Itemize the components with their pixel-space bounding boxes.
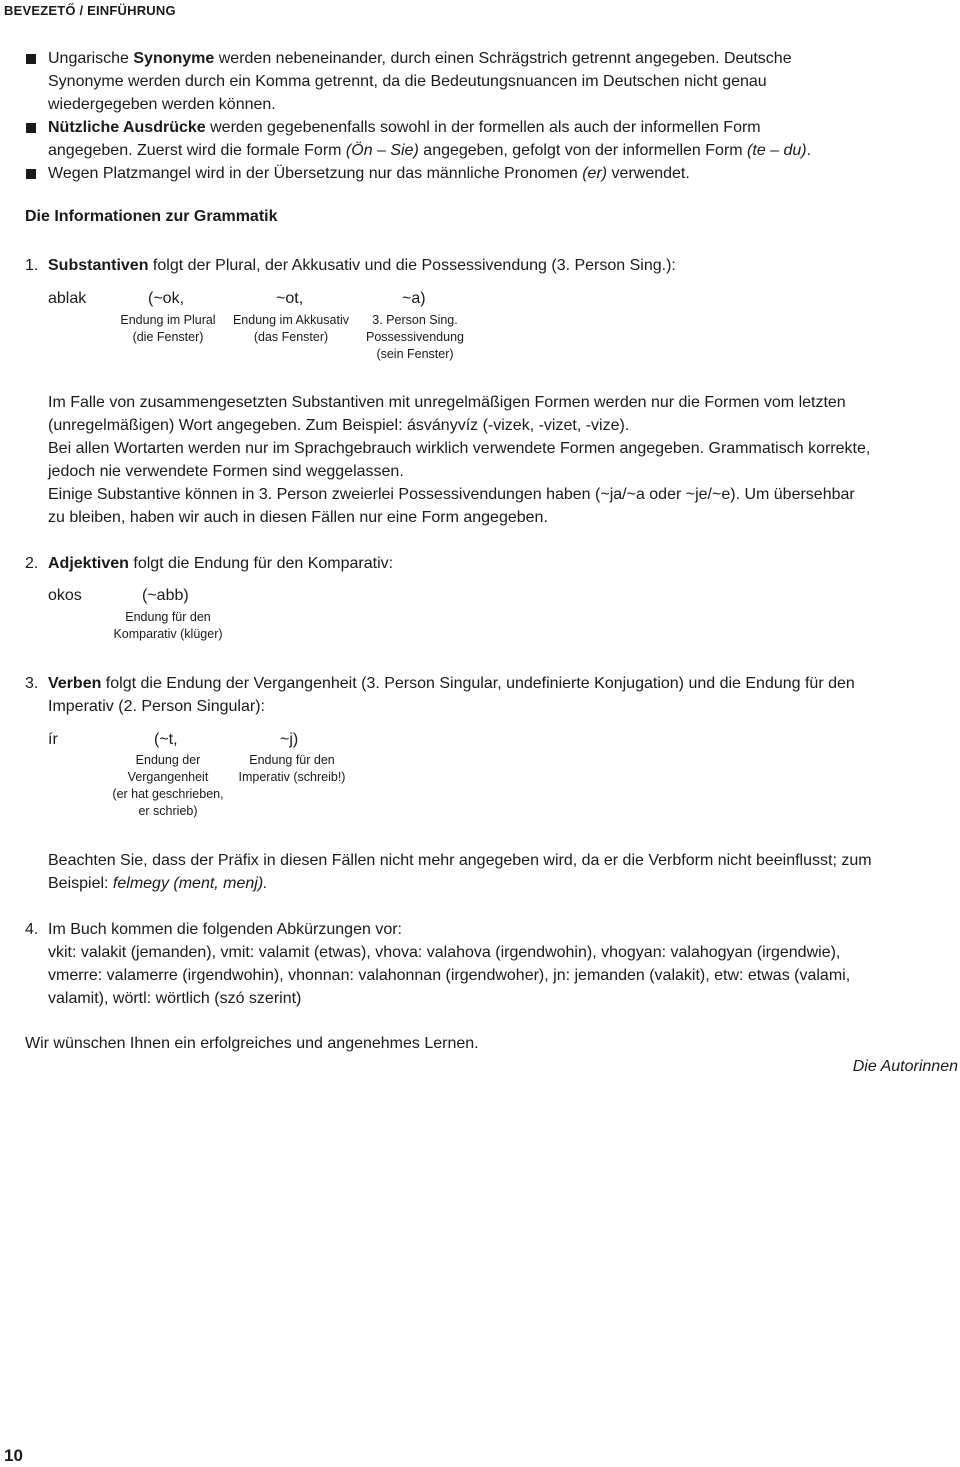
item-1-paragraph-line: Einige Substantive können in 3. Person zweierlei Possessivendungen haben (~ja/~a oder ~je/~e). Um übersehbar xyxy=(48,486,855,503)
bullet-1-line-1: Ungarische Synonyme werden nebeneinander, durch einen Schrägstrich getrennt angegeben. Deutsche xyxy=(48,50,792,67)
item-4-line: vmerre: valamerre (irgendwohin), vhonnan: valahonnan (irgendwoher), jn: jemanden (valakit), etw: etwas (valami, xyxy=(48,967,851,984)
bullet-1-line-2: Synonyme werden durch ein Komma getrennt, da die Bedeutungsnuancen im Deutschen nicht genau xyxy=(48,73,767,90)
note-plural: Endung im Plural (die Fenster) xyxy=(120,313,216,344)
page-number: 10 xyxy=(4,1446,23,1465)
example-comparative-ending: (~abb) xyxy=(142,587,189,604)
bullet-1-line-3: wiedergegeben werden können. xyxy=(48,96,276,113)
example-word: okos xyxy=(48,587,82,604)
section-heading: Die Informationen zur Grammatik xyxy=(25,208,278,225)
signature: Die Autorinnen xyxy=(852,1058,958,1075)
closing-line: Wir wünschen Ihnen ein erfolgreiches und angenehmes Lernen. xyxy=(25,1035,479,1052)
bullet-icon xyxy=(26,123,36,133)
bullet-2-line-2: angegeben. Zuerst wird die formale Form (Ön – Sie) angegeben, gefolgt von der informellen Form (te – du). xyxy=(48,142,812,159)
bullet-2-line-1: Nützliche Ausdrücke werden gegebenenfalls sowohl in der formellen als auch der informellen Form xyxy=(48,119,761,136)
example-imperative-ending: ~j) xyxy=(280,731,299,748)
item-1-text: Substantiven folgt der Plural, der Akkusativ und die Possessivendung (3. Person Sing.): xyxy=(48,257,676,274)
example-accusative-ending: ~ot, xyxy=(276,290,304,307)
item-1-paragraph-line: zu bleiben, haben wir auch in diesen Fällen nur eine Form angegeben. xyxy=(48,509,548,526)
item-1-paragraph-line: Bei allen Wortarten werden nur im Sprachgebrauch wirklich verwendete Formen angegeben. Grammatisch korrekte, xyxy=(48,440,871,457)
item-3-text-line-2: Imperativ (2. Person Singular): xyxy=(48,698,265,715)
item-4-number: 4. xyxy=(25,921,39,938)
example-word: ablak xyxy=(48,290,87,307)
example-word: ír xyxy=(48,731,58,748)
bullet-3-line-1: Wegen Platzmangel wird in der Übersetzung nur das männliche Pronomen (er) verwendet. xyxy=(48,165,690,182)
bullet-icon xyxy=(26,169,36,179)
note-past: Endung der Vergangenheit (er hat geschrieben, er schrieb) xyxy=(112,753,224,818)
example-plural-ending: (~ok, xyxy=(148,290,185,307)
section-tag: BEVEZETŐ / EINFÜHRUNG xyxy=(4,3,176,18)
note-comparative: Endung für den Komparativ (klüger) xyxy=(113,610,223,641)
item-2-text: Adjektiven folgt die Endung für den Komparativ: xyxy=(48,555,394,572)
note-imperative: Endung für den Imperativ (schreib!) xyxy=(238,753,346,784)
item-3-paragraph-line: Beachten Sie, dass der Präfix in diesen Fällen nicht mehr angegeben wird, da er die Verbform nicht beeinflusst; zum xyxy=(48,852,872,869)
item-3-text: Verben folgt die Endung der Vergangenheit (3. Person Singular, undefinierte Konjugation) und die Endung für den xyxy=(48,675,855,692)
item-1-paragraph-line: jedoch nie verwendete Formen sind weggelassen. xyxy=(48,463,404,480)
example-possessive-ending: ~a) xyxy=(402,290,426,307)
item-4-line: vkit: valakit (jemanden), vmit: valamit (etwas), vhova: valahova (irgendwohin), vhogyan: valahogyan (irgendwie), xyxy=(48,944,841,961)
item-3-paragraph-line: Beispiel: felmegy (ment, menj). xyxy=(48,875,268,892)
item-1-paragraph-line: Im Falle von zusammengesetzten Substantiven mit unregelmäßigen Formen werden nur die Formen vom letzten xyxy=(48,394,846,411)
bullet-icon xyxy=(26,54,36,64)
item-1-number: 1. xyxy=(25,257,39,274)
note-accusative: Endung im Akkusativ (das Fenster) xyxy=(232,313,350,344)
example-past-ending: (~t, xyxy=(154,731,178,748)
item-1-paragraph-line: (unregelmäßigen) Wort angegeben. Zum Beispiel: ásványvíz (-vizek, -vizet, -vize). xyxy=(48,417,630,434)
item-3-number: 3. xyxy=(25,675,39,692)
item-2-number: 2. xyxy=(25,555,39,572)
item-4-line: valamit), wörtl: wörtlich (szó szerint) xyxy=(48,990,302,1007)
item-4-line: Im Buch kommen die folgenden Abkürzungen vor: xyxy=(48,921,402,938)
note-possessive: 3. Person Sing. Possessivendung (sein Fenster) xyxy=(366,313,464,361)
